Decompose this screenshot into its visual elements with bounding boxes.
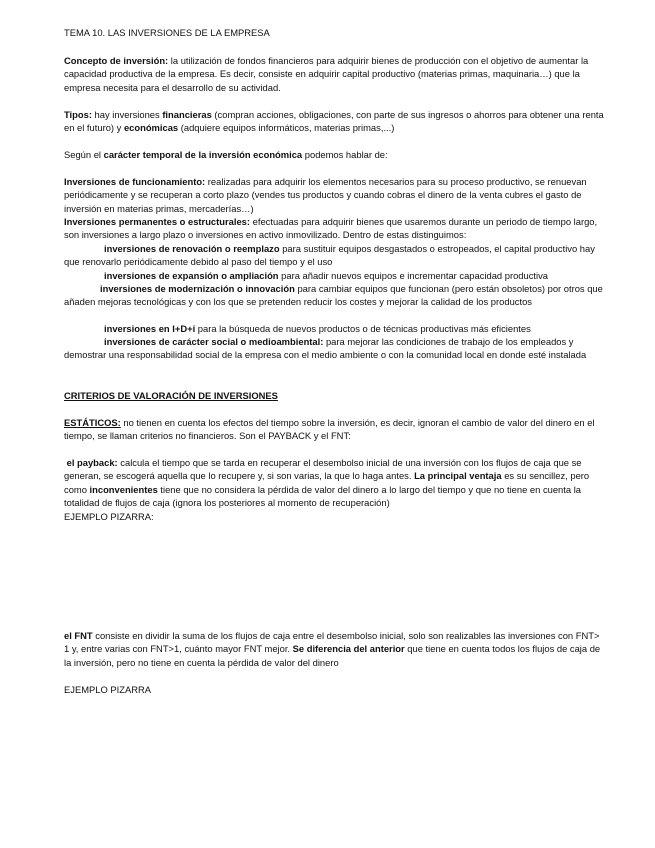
fnt-text-2: que tiene en cuenta todos los flujos de caja de la inversión, pero no tiene en cuenta la pérdida de valor del dinero: [64, 643, 601, 668]
permanentes-text: efectuadas para adquirir bienes que usaremos durante un periodo de tiempo largo, son inversiones a largo plazo o inversiones en activo inmovilizado. Dentro de estas distinguimos:: [64, 216, 598, 241]
renovacion-paragraph: [64, 242, 604, 269]
tipos-label: Tipos:: [64, 109, 92, 120]
payback-paragraph: [64, 456, 604, 510]
fnt-text-1: consiste en dividir la suma de los flujos de caja entre el desembolso inicial, solo son realizables las inversiones con FNT> 1 y, entre varias con FNT>1, cuánto mayor FNT mejor.: [64, 630, 600, 655]
funcionamiento-text: realizadas para adquirir los elementos necesarios para su proceso productivo, se renuevan periódicamente y se recuperan a corto plazo (vendes tus productos y cuando cobras el dinero de la venta cubres el gasto de inversión en materias primas, mercaderías…): [64, 176, 587, 214]
payback-text-2: es su sencillez, pero como: [64, 470, 590, 495]
renovacion-label: inversiones de renovación o reemplazo: [104, 243, 280, 254]
fnt-paragraph: [64, 629, 604, 669]
idi-text: para la búsqueda de nuevos productos o de técnicas productivas más eficientes: [195, 323, 531, 334]
segun-text-1: Según el: [64, 149, 104, 160]
concepto-paragraph: [64, 54, 604, 94]
tipos-financieras: financieras: [162, 109, 212, 120]
expansion-text: para añadir nuevos equipos e incrementar capacidad productiva: [278, 270, 548, 281]
modernizacion-label: inversiones de modernización o innovación: [100, 283, 295, 294]
segun-bold: carácter temporal de la inversión económica: [103, 149, 303, 160]
segun-text-2: podemos hablar de:: [302, 149, 388, 160]
ejemplo-pizarra-1: EJEMPLO PIZARRA:: [64, 511, 154, 522]
tipos-text-2: (compran acciones, obligaciones, con parte de sus ingresos o ahorros para obtener una renta en el futuro) y: [64, 109, 604, 134]
ejemplo-pizarra-2: EJEMPLO PIZARRA: [64, 684, 151, 695]
tipos-text-3: (adquiere equipos informáticos, materias primas,...): [178, 122, 395, 134]
payback-ventaja: La principal ventaja: [414, 470, 502, 482]
estaticos-paragraph: [64, 416, 604, 443]
renovacion-text: para sustituir equipos desgastados o estropeados, el capital productivo hay que renovarlo periódicamente debido al paso del tiempo y el uso: [64, 243, 595, 268]
payback-text-1: calcula el tiempo que se tarda en recuperar el desembolso inicial de una inversión con los flujos de caja que se generan, se escogerá aquella que lo recupere y, si son varias, la que lo haga antes.: [64, 457, 582, 482]
estaticos-text: no tienen en cuenta los efectos del tiempo sobre la inversión, es decir, ignoran el cambio de valor del dinero en el tiempo, se llaman criterios no financieros. Son el PAYBACK y el FNT:: [64, 417, 595, 442]
permanentes-paragraph: [64, 215, 604, 242]
estaticos-label: ESTÁTICOS:: [64, 417, 121, 428]
modernizacion-paragraph: [64, 282, 604, 309]
modernizacion-text: para cambiar equipos que funcionan (pero están obsoletos) por otros que añaden mejoras tecnológicas y con los que se pretenden reducir los costes y mejorar la calidad de los productos: [64, 283, 603, 308]
payback-text-3: tiene que no considera la pérdida de valor del dinero a lo largo del tiempo y que no tiene en cuenta la totalidad de flujos de caja (ignora los posteriores al momento de recuperación): [64, 483, 581, 509]
concepto-text: la utilización de fondos financieros para adquirir bienes de producción con el objetivo de aumentar la capacidad productiva de la empresa. Es decir, consiste en adquirir capital productivo (materias primas, maquinaria…) que la empresa necesita para el desarrollo de su actividad.: [64, 55, 589, 93]
idi-paragraph: [64, 322, 604, 335]
expansion-label: inversiones de expansión o ampliación: [104, 270, 279, 281]
criterios-heading-text: CRITERIOS DE VALORACIÓN DE INVERSIONES: [64, 390, 278, 401]
funcionamiento-paragraph: [64, 175, 604, 215]
document-title: TEMA 10. LAS INVERSIONES DE LA EMPRESA: [64, 27, 270, 38]
social-label: inversiones de carácter social o medioambiental:: [104, 336, 324, 347]
fnt-diferencia: Se diferencia del anterior: [292, 643, 405, 655]
idi-label: inversiones en I+D+i: [104, 323, 196, 334]
funcionamiento-label: Inversiones de funcionamiento:: [64, 176, 206, 187]
criterios-heading: [64, 389, 604, 402]
social-text: para mejorar las condiciones de trabajo de los empleados y demostrar una responsabilidad social de la empresa con el medio ambiente o con la comunidad local en donde esté instalada: [64, 336, 587, 361]
permanentes-label: Inversiones permanentes o estructurales:: [64, 216, 251, 227]
payback-label: el payback:: [66, 457, 118, 468]
tipos-paragraph: [64, 108, 604, 135]
social-paragraph: [64, 335, 604, 362]
tipos-economicas: económicas: [123, 122, 179, 134]
concepto-label: Concepto de inversión:: [64, 55, 169, 66]
fnt-label: el FNT: [64, 630, 93, 641]
expansion-paragraph: [64, 269, 604, 282]
segun-paragraph: [64, 148, 604, 161]
tipos-text-1: hay inversiones: [91, 109, 163, 120]
payback-inconvenientes: inconvenientes: [89, 483, 158, 495]
